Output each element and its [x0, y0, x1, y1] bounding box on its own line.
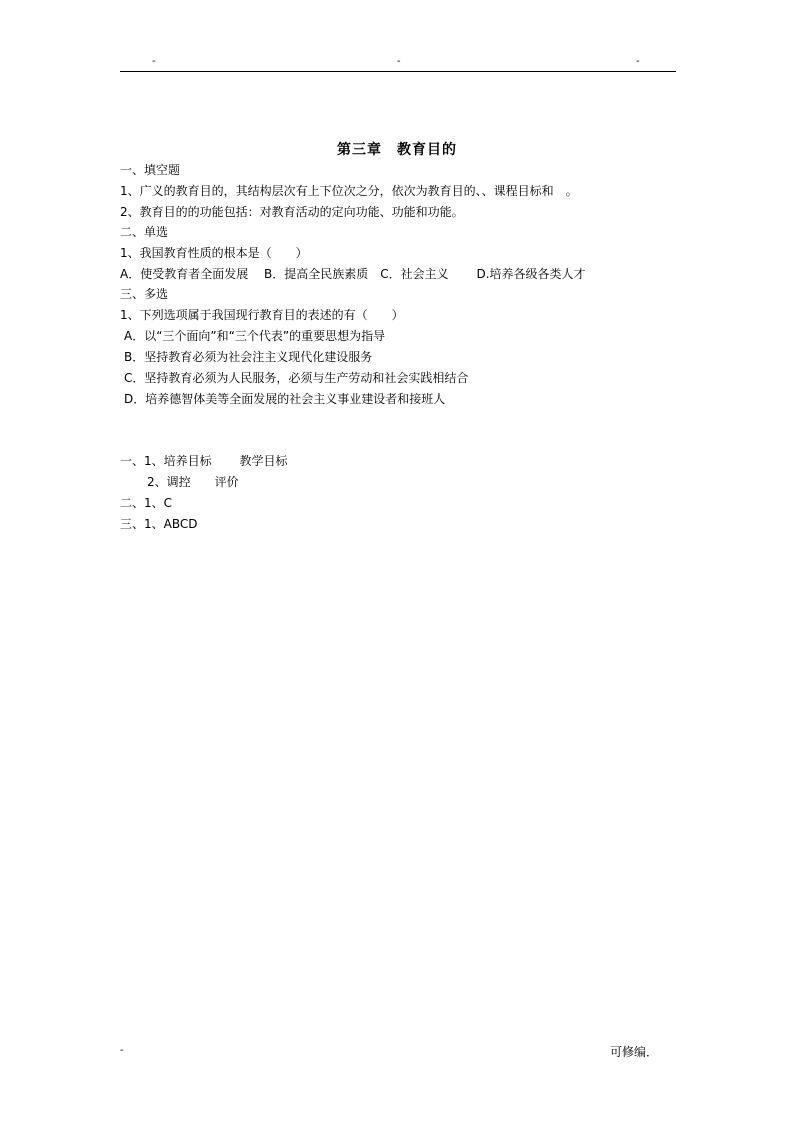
header-left-mark: -	[152, 56, 156, 67]
fill-blank-question-2: 2、教育目的的功能包括：对教育活动的定向功能、功能和功能。	[120, 205, 464, 219]
footer-editable-note: 可修编．	[610, 1045, 659, 1059]
multi-choice-question-1: 1、下列选项属于我国现行教育目的表述的有（ ）	[120, 308, 404, 322]
section-single-choice-heading: 二、单选	[120, 225, 169, 239]
answer-line-4: 三、1、ABCD	[120, 517, 198, 531]
page-title: 第三章 教育目的	[337, 142, 457, 158]
section-multi-choice-heading: 三、多选	[120, 287, 169, 301]
footer-left-mark: -	[120, 1045, 124, 1056]
answer-line-3: 二、1、C	[120, 496, 173, 510]
section-fill-blank-heading: 一、填空题	[120, 163, 181, 177]
multi-choice-option-d: D．培养德智体美等全面发展的社会主义事业建设者和接班人	[124, 392, 446, 406]
header-center-mark: -	[397, 56, 401, 67]
header-rule	[120, 71, 676, 72]
multi-choice-option-b: B．坚持教育必须为社会注主义现代化建设服务	[124, 350, 373, 364]
single-choice-options: A．使受教育者全面发展 B．提高全民族素质 C．社会主义 D.培养各级各类人才	[120, 267, 586, 281]
multi-choice-option-c: C．坚持教育必须为人民服务，必须与生产劳动和社会实践相结合	[124, 371, 469, 385]
fill-blank-question-1: 1、广义的教育目的，其结构层次有上下位次之分，依次为教育目的、、课程目标和 。	[120, 184, 578, 198]
answer-line-2: 2、调控 评价	[147, 475, 239, 489]
single-choice-question-1: 1、我国教育性质的根本是（ ）	[120, 246, 308, 260]
header-right-mark: -	[636, 56, 640, 67]
multi-choice-option-a: A．以“三个面向”和“三个代表”的重要思想为指导	[124, 329, 386, 343]
answer-line-1: 一、1、培养目标 教学目标	[120, 454, 288, 468]
